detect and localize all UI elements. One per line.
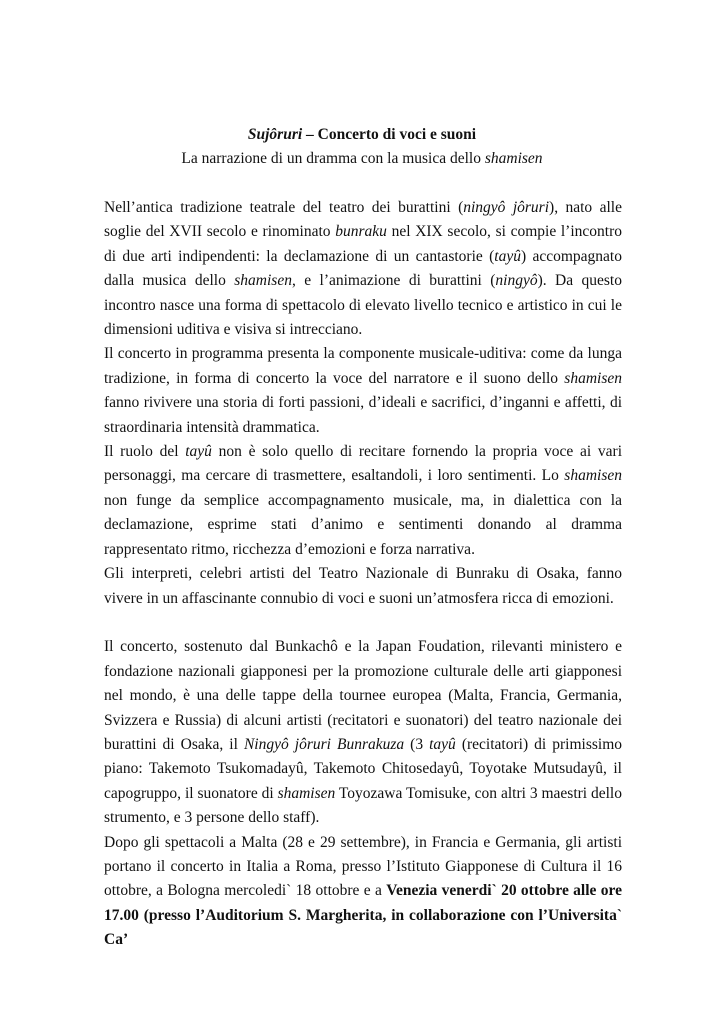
- p3-text-c: non è solo quello di recitare fornendo la propria voce ai vari personaggi, ma cercare di trasmettere, esaltandoli, i loro sentimenti. Lo: [104, 443, 622, 485]
- p3-text-e: non funge da semplice accompagnamento musicale, ma, in dialettica con la declamazione, esprime stati d’animo e sentimenti donando al dramma rappresentato ritmo, ricchezza d’emozioni e forza narrativa.: [104, 491, 622, 558]
- subtitle-text: La narrazione di un dramma con la musica dello: [181, 150, 485, 167]
- document-body: [104, 196, 622, 953]
- paragraph-5: [104, 635, 622, 830]
- title-italic: Sujôruri: [247, 126, 303, 143]
- p1-text-i: , e l’animazione di burattini (: [291, 272, 496, 290]
- p3-text-a: Il ruolo del: [104, 443, 186, 461]
- p5-text-e: (recitatori) di primissimo piano: Takemoto Tsukomadayû, Takemoto Chitosedayû, Toyotake Mutsudayû, il capogruppo, il suonatore di: [104, 735, 622, 802]
- p1-term-tayu: tayû: [494, 247, 521, 265]
- p2-text-a: Il concerto in programma presenta la componente musicale-uditiva: come da lunga tradizione, in forma di concerto la voce del narratore e il suono dello: [104, 345, 622, 387]
- p1-text-e: nel XIX secolo, si compie l’incontro di due arti indipendenti: la declamazione di un cantastorie (: [104, 223, 623, 265]
- p1-term-bunraku: bunraku: [335, 223, 387, 241]
- p5-term-tayu: tayû: [429, 735, 456, 753]
- page-title: [0, 124, 724, 146]
- heading-block: [0, 124, 724, 170]
- p5-text-g: Toyozawa Tomisuke, con altri 3 maestri dello strumento, e 3 persone dello staff).: [104, 784, 622, 827]
- p1-text-g: ) accompagnato dalla musica dello: [104, 247, 622, 290]
- p3-term-shamisen: shamisen: [564, 467, 622, 485]
- title-rest: – Concerto di voci e suoni: [302, 126, 477, 143]
- page-subtitle: [0, 148, 724, 170]
- paragraph-2: [104, 342, 622, 440]
- p5-term-bunrakuza: Ningyô jôruri Bunrakuza: [243, 735, 405, 753]
- p4-text-a: Gli interpreti, celebri artisti del Teatro Nazionale di Bunraku di Osaka, fanno vivere in un affascinante connubio di voci e suoni un’atmosfera ricca di emozioni.: [104, 565, 622, 607]
- paragraph-3: [104, 440, 622, 562]
- p1-text-a: Nell’antica tradizione teatrale del teatro dei burattini (: [104, 199, 464, 216]
- p1-term-ningyo-joruri: ningyô jôruri: [463, 199, 550, 216]
- p2-text-c: fanno rivivere una storia di forti passioni, d’ideali e sacrifici, d’inganni e affetti, di straordinaria intensità drammatica.: [104, 394, 622, 436]
- paragraph-1: [104, 196, 622, 342]
- paragraph-4: [104, 562, 622, 611]
- p1-term-ningyo: ningyô: [495, 272, 538, 290]
- p1-term-shamisen: shamisen: [234, 272, 292, 290]
- p6-venice-event-bold: Venezia venerdi` 20 ottobre alle ore 17.00 (presso l’Auditorium S. Margherita, in collaborazione con l’Universita` Ca’: [104, 882, 622, 949]
- p5-text-c: (3: [404, 735, 430, 753]
- p2-term-shamisen: shamisen: [564, 369, 622, 387]
- p6-text-a: Dopo gli spettacoli a Malta (28 e 29 settembre), in Francia e Germania, gli artisti portano il concerto in Italia a Roma, presso l’Istituto Giapponese di Cultura il 16 ottobre, a Bologna mercoledi` 18 ottobre e a: [104, 833, 622, 900]
- p3-term-tayu: tayû: [185, 443, 212, 461]
- p1-text-k: ). Da questo incontro nasce una forma di spettacolo di elevato livello tecnico e artistico in cui le dimensioni uditiva e visiva si intrecciano.: [104, 272, 622, 339]
- p5-text-a: Il concerto, sostenuto dal Bunkachô e la Japan Foudation, rilevanti ministero e fondazione nazionali giapponesi per la promozione culturale delle arti giapponesi nel mondo, è una delle tappe della tournee europea (Malta, Francia, Germania, Svizzera e Russia) di alcuni artisti (recitatori e suonatori) del teatro nazionale dei burattini di Osaka, il: [104, 638, 622, 753]
- p1-text-c: ), nato alle soglie del XVII secolo e rinominato: [104, 199, 622, 241]
- subtitle-italic: shamisen: [484, 150, 543, 167]
- paragraph-6: [104, 831, 622, 953]
- p5-term-shamisen: shamisen: [277, 784, 336, 802]
